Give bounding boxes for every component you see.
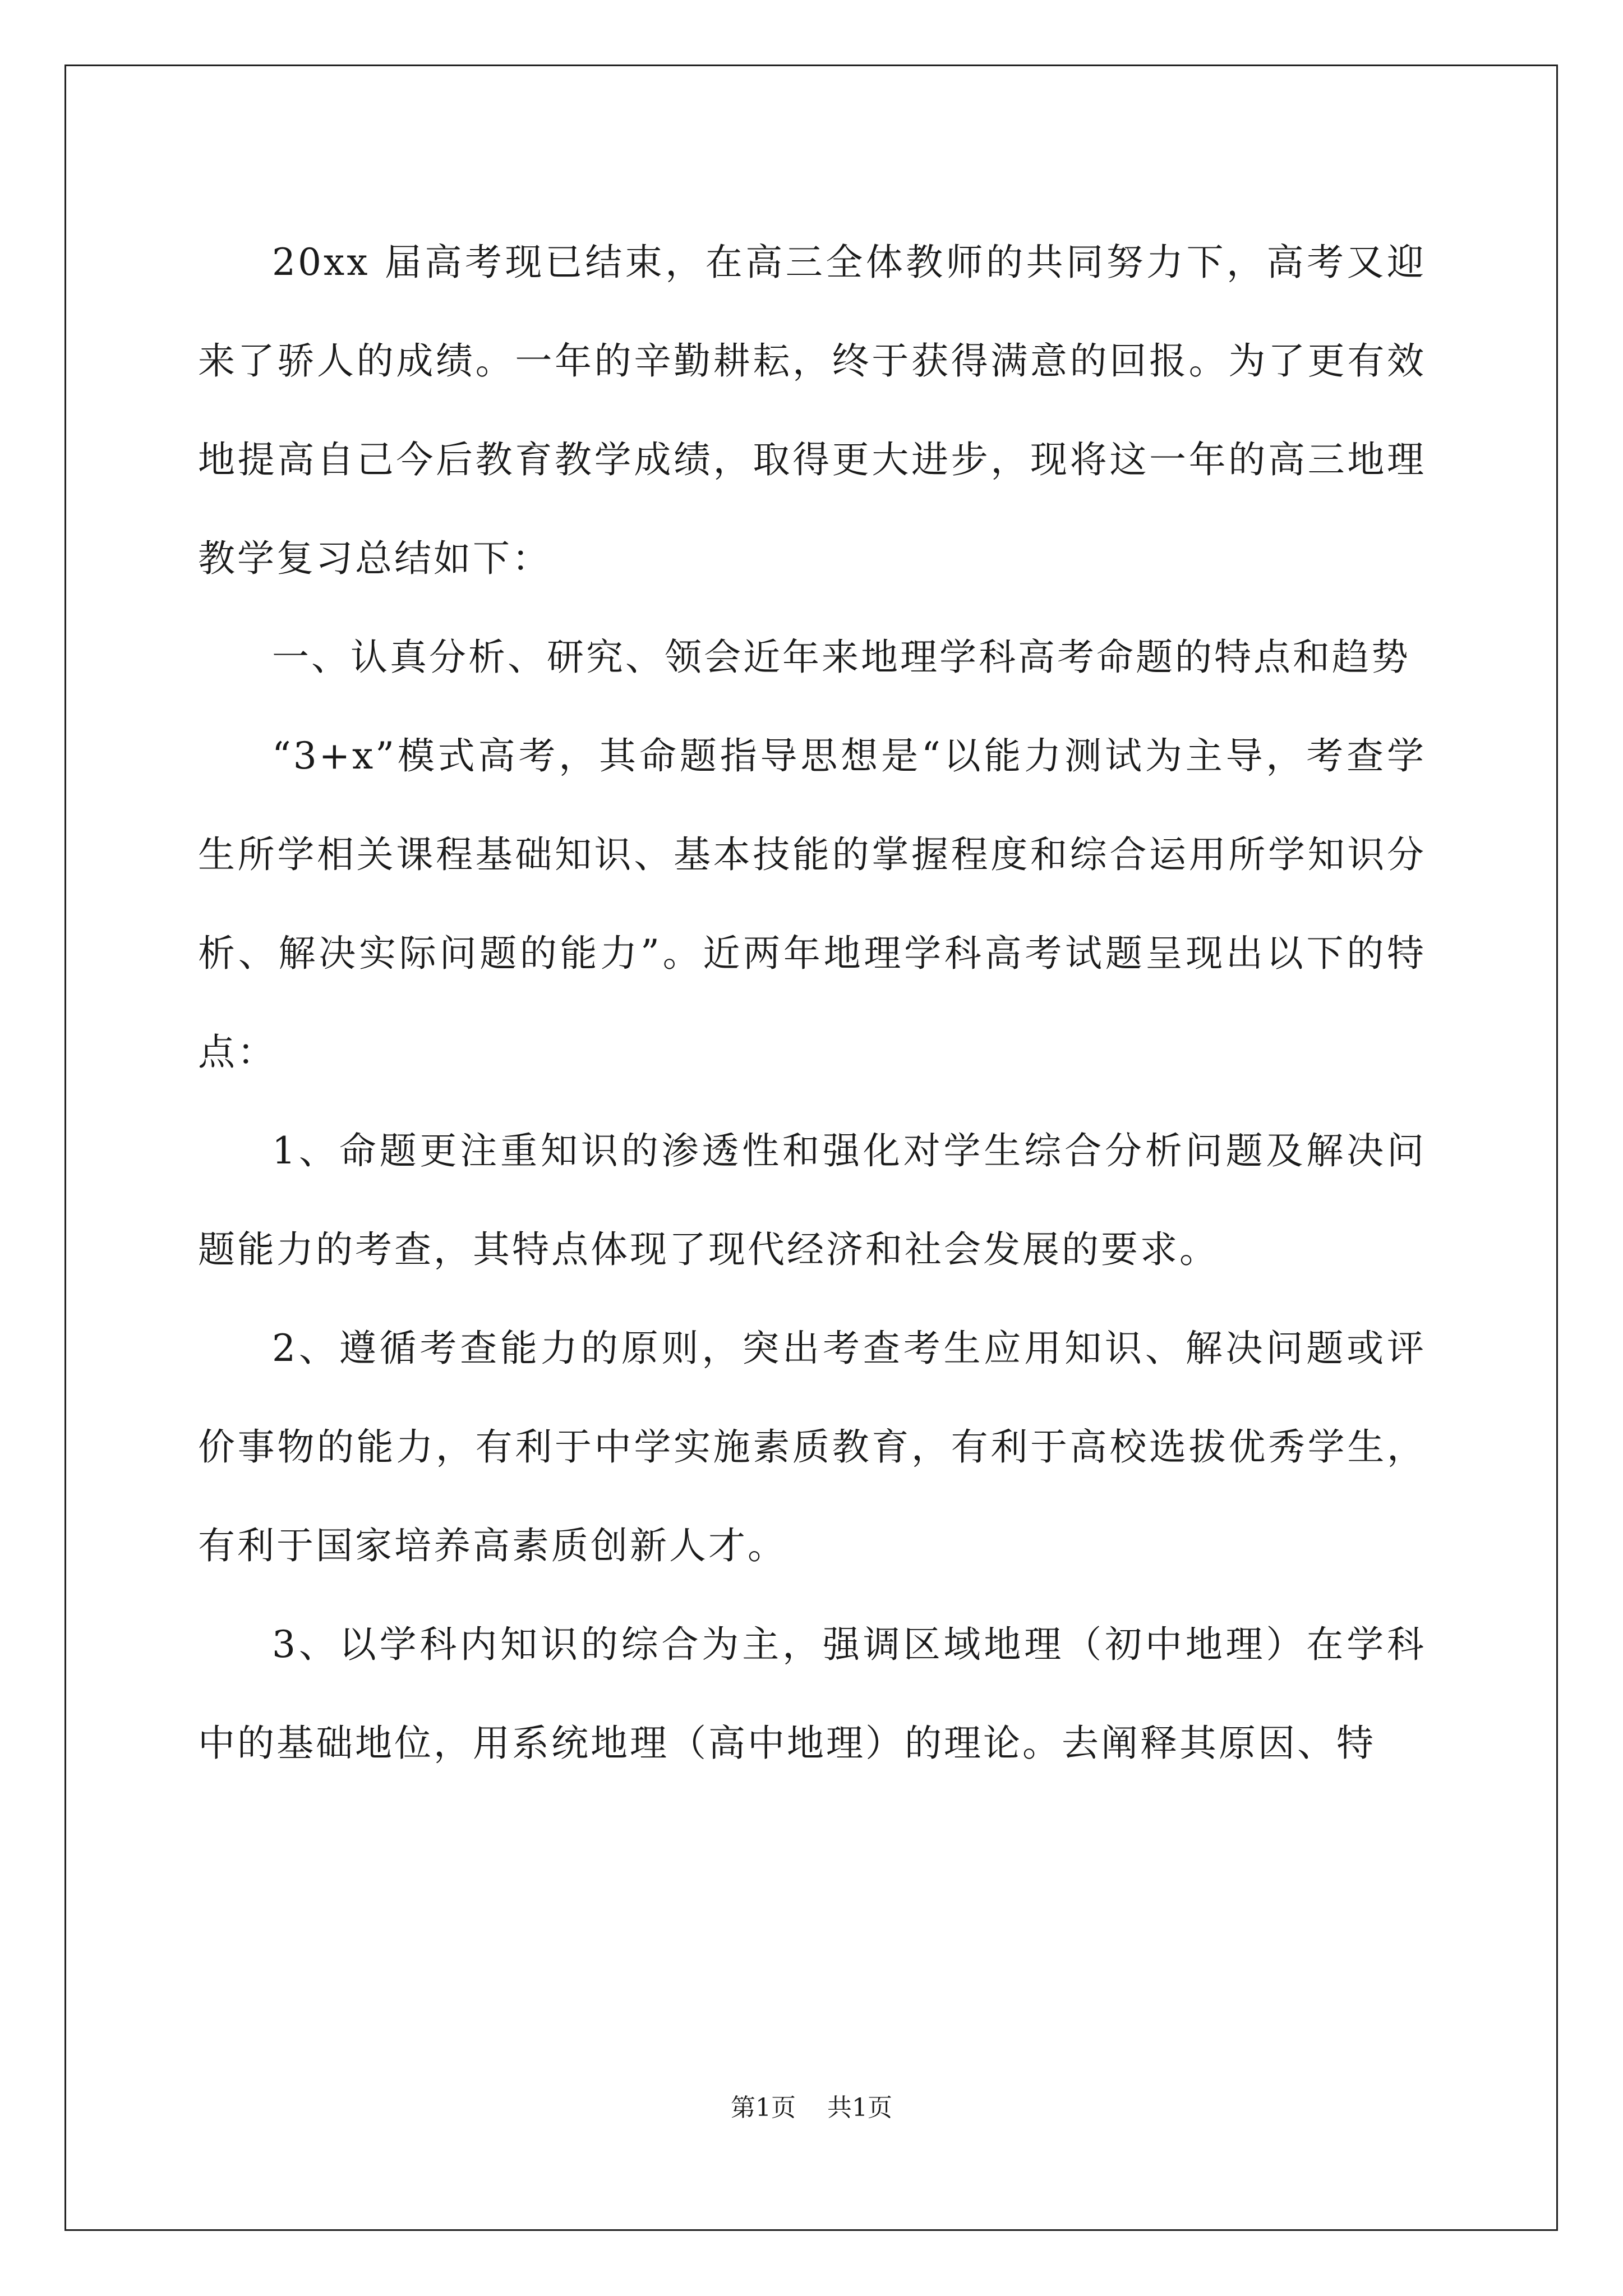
paragraph-point-1: 1、命题更注重知识的渗透性和强化对学生综合分析问题及解决问题能力的考查，其特点体现了现代经济和社会发展的要求。 [198, 1129, 1426, 1271]
paragraph-exam-mode: “3+x”模式高考，其命题指导思想是“以能力测试为主导，考查学生所学相关课程基础知识、基本技能的掌握程度和综合运用所学知识分析、解决实际问题的能力”。近两年地理学科高考试题呈现出以下的特点： [198, 734, 1426, 1074]
page-number: 第1页 [731, 2093, 796, 2122]
document-body [198, 213, 1426, 1793]
paragraph-point-2: 2、遵循考查能力的原则，突出考查考生应用知识、解决问题或评价事物的能力，有利于中学实施素质教育，有利于高校选拔优秀学生，有利于国家培养高素质创新人才。 [198, 1327, 1426, 1567]
paragraph-point-3: 3、以学科内知识的综合为主，强调区域地理（初中地理）在学科中的基础地位，用系统地理（高中地理）的理论。去阐释其原因、特 [198, 1623, 1426, 1765]
page-total: 共1页 [827, 2093, 892, 2122]
page-footer [0, 2091, 1623, 2125]
paragraph-intro: 20xx 届高考现已结束，在高三全体教师的共同努力下，高考又迎来了骄人的成绩。一年的辛勤耕耘，终于获得满意的回报。为了更有效地提高自己今后教育教学成绩，取得更大进步，现将这一年的高三地理教学复习总结如下： [198, 241, 1426, 580]
paragraph-section-heading-1: 一、认真分析、研究、领会近年来地理学科高考命题的特点和趋势 [272, 636, 1410, 679]
